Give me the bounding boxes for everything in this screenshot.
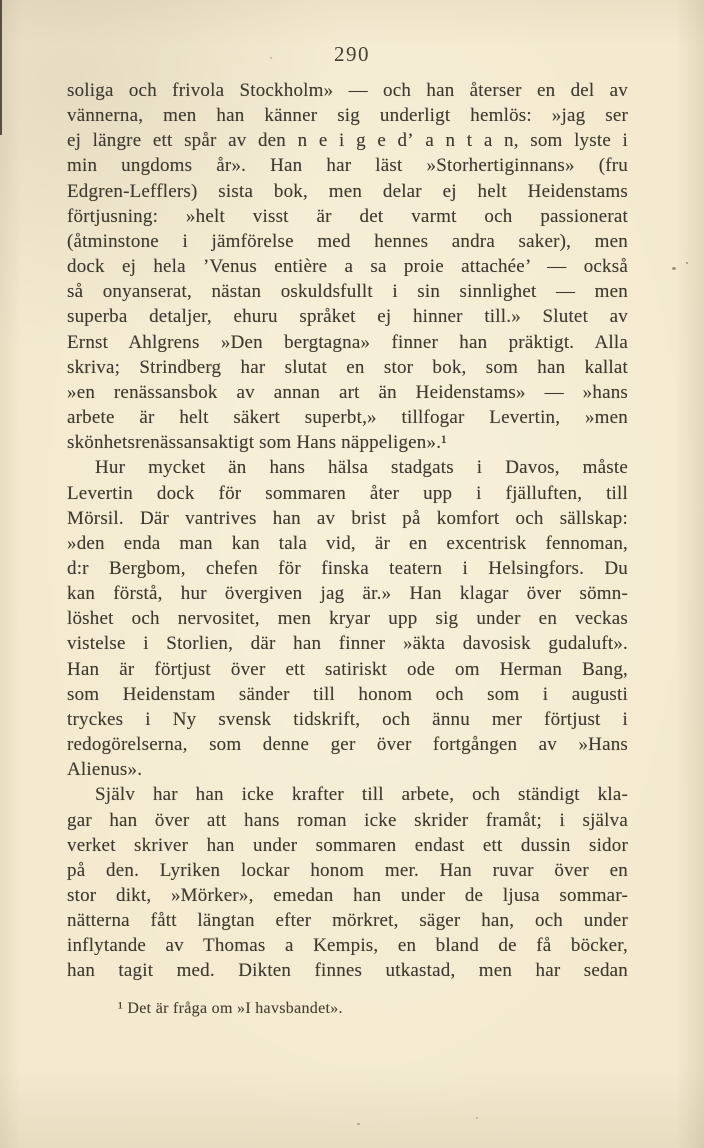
text-line: vistelse i Storlien, där han finner »äkta davosisk gudaluft».	[67, 633, 628, 655]
print-speck	[476, 1117, 478, 1119]
text-line: »en renässansbok av annan art än Heidenstams» — »hans	[67, 381, 628, 403]
text-line: kan förstå, hur övergiven jag är.» Han klagar över sömn-	[67, 583, 628, 605]
scan-edge-artifact	[0, 0, 2, 135]
print-speck	[270, 57, 272, 59]
page-number: 290	[334, 42, 370, 66]
text-line: inflytande av Thomas a Kempis, en bland de få böcker,	[67, 935, 628, 957]
text-line: vännerna, men han känner sig underligt hemlös: »jag ser	[67, 105, 628, 127]
text-line: (åtminstone i jämförelse med hennes andra saker), men	[67, 230, 628, 252]
text-line: som Heidenstam sänder till honom och som i augusti	[67, 683, 628, 705]
text-line: redogörelserna, som denne ger över fortgången av »Hans	[67, 734, 628, 756]
text-line: gar han över att hans roman icke skrider framåt; i själva	[67, 809, 628, 831]
text-line: Själv har han icke krafter till arbete, och ständigt kla-	[95, 784, 628, 806]
text-line: ej längre ett spår av den n e i g e d’ a n t a n, som lyste i	[67, 130, 628, 152]
text-line: löshet och nervositet, men kryar upp sig under en veckas	[67, 608, 628, 630]
print-speck	[672, 267, 676, 270]
footnote: ¹ Det är fråga om »I havsbandet».	[118, 1000, 343, 1017]
text-line: han tagit med. Dikten finnes utkastad, men har sedan	[67, 960, 628, 982]
text-line: på den. Lyriken lockar honom mer. Han ruvar över en	[67, 859, 628, 881]
text-line: så onyanserat, nästan oskuldsfullt i sin sinnlighet — men	[67, 281, 628, 303]
print-speck	[357, 1123, 360, 1125]
text-line: nätterna fått längtan efter mörkret, säger han, och under	[67, 910, 628, 932]
text-line: stor dikt, »Mörker», emedan han under de ljusa sommar-	[67, 885, 628, 906]
text-line: Mörsil. Där vantrives han av brist på komfort och sällskap:	[67, 507, 628, 529]
text-line: min ungdoms år». Han har läst »Storhertiginnans» (fru	[67, 155, 628, 177]
text-line: superba detaljer, ehuru språket ej hinner till.» Slutet av	[67, 306, 628, 328]
text-line: arbete är helt säkert superbt,» tillfogar Levertin, »men	[67, 407, 628, 429]
print-speck	[686, 262, 688, 264]
text-line: Han är förtjust över ett satiriskt ode om Herman Bang,	[67, 658, 628, 680]
text-line: Hur mycket än hans hälsa stadgats i Davos, måste	[95, 457, 628, 479]
text-line: Ernst Ahlgrens »Den bergtagna» finner han präktigt. Alla	[67, 331, 628, 353]
text-line: d:r Bergbom, chefen för finska teatern i Helsingfors. Du	[67, 557, 628, 579]
text-line: skönhetsrenässansaktigt som Hans näppeligen».¹	[67, 432, 448, 454]
text-line: Alienus».	[67, 759, 143, 781]
text-line: verket skriver han under sommaren endast ett dussin sidor	[67, 834, 628, 856]
text-line: tryckes i Ny svensk tidskrift, och ännu mer förtjust i	[67, 708, 628, 730]
text-line: »den enda man kan tala vid, är en excentrisk fennoman,	[67, 532, 628, 554]
text-line: soliga och frivola Stockholm» — och han återser en del av	[67, 80, 628, 101]
text-line: Levertin dock för sommaren åter upp i fjälluften, till	[67, 482, 628, 504]
text-line: dock ej hela ’Venus entière a sa proie attachée’ — också	[67, 256, 628, 278]
text-line: skriva; Strindberg har slutat en stor bok, som han kallat	[67, 356, 628, 378]
text-line: Edgren-Lefflers) sista bok, men delar ej helt Heidenstams	[67, 180, 628, 202]
text-line: förtjusning: »helt visst är det varmt och passionerat	[67, 205, 628, 227]
body-text	[67, 78, 628, 984]
